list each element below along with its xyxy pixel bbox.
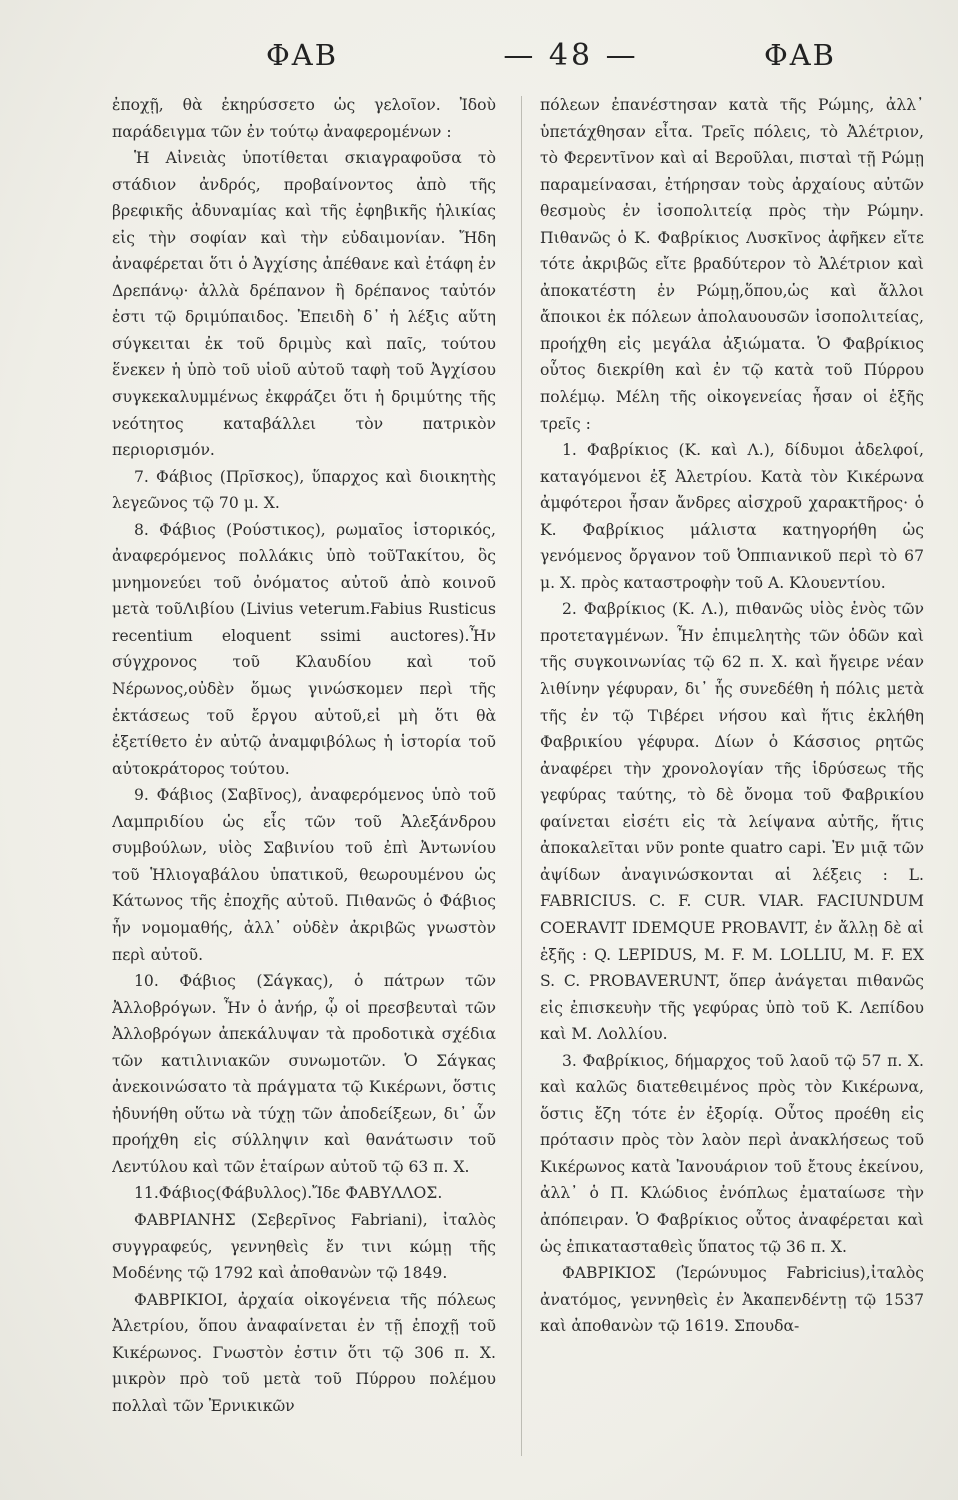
paragraph: ἐποχῇ, θὰ ἐκηρύσσετο ὡς γελοῖον. Ἰδοὺ παράδειγμα τῶν ἐν τούτῳ ἀναφερομένων : — [112, 96, 496, 141]
entry-fabios-7: 7. Φάβιος (Πρῖσκος), ὕπαρχος καὶ διοικητὴς λεγεῶνος τῷ 70 μ. Χ. — [112, 467, 496, 513]
entry-fabrikios-2: 2. Φαβρίκιος (Κ. Λ.), πιθανῶς υἱὸς ἑνὸς τῶν προτεταγμένων. Ἦν ἐπιμελητὴς τῶν ὁδῶν καὶ τῆς συγκοινωνίας τῷ 62 π. Χ. καὶ ἤγειρε νέαν λιθίνην γέφυραν, δι᾽ ἧς συνεδέθη ἡ πόλις μετὰ τῆς ἐν τῷ Τιβέρει νήσου καὶ ἥτις ἐκλήθη Φαβρικίου γέφυρα. Δίων ὁ Κάσσιος ρητῶς ἀναφέρει τὴν χρονολογίαν τῆς ἱδρύσεως τῆς γεφύρας ταύτης, τὸ δὲ ὄνομα τοῦ Φαβρικίου φαίνεται εἰσέτι εἰς τὰ λείψανα αὐτῆς, ἥτις ἀποκαλεῖται νῦν ponte quatro capi. Ἐν μιᾷ τῶν ἀψίδων ἀναγινώσκονται αἱ λέξεις : L. FABRICIUS. C. F. CUR. VIAR. FACIUNDUM COERAVIT IDEMQUE PROBAVIT, ἐν ἄλλῃ δὲ αἱ ἑξῆς : Q. LEPIDUS, M. F. M. LOLLIU, M. F. EX S. C. PROBAVERUNT, ὅπερ ἀνάγεται πιθανῶς εἰς ἐπισκευὴν τῆς γεφύρας ὑπὸ τοῦ Κ. Λεπίδου καὶ Μ. Λολλίου. — [540, 600, 924, 1044]
paragraph: πόλεων ἐπανέστησαν κατὰ τῆς Ρώμης, ἀλλ᾽ ὑπετάχθησαν εἶτα. Τρεῖς πόλεις, τὸ Ἀλέτριον, τὸ Φερεντῖνον καὶ αἱ Βεροῦλαι, πισταὶ τῇ Ρώμῃ παραμείνασαι, ἐτήρησαν τοὺς ἀρχαίους αὐτῶν θεσμοὺς ἐν ἰσοπολιτείᾳ πρὸς τὴν Ρώμην. Πιθανῶς ὁ Κ. Φαβρίκιος Λυσκῖνος ἀφῆκεν εἴτε τότε ἀκριβῶς εἴτε βραδύτερον τὸ Ἀλέτριον καὶ ἀποκατέστη ἐν Ρώμῃ,ὅπου,ὡς καὶ ἄλλοι ἄποικοι ἐκ πόλεων ἀπολαυουσῶν ἰσοπολιτείας, προήχθη εἰς μεγάλα ἀξιώματα. Ὁ Φαβρίκιος οὗτος διεκρίθη καὶ ἐν τῷ κατὰ τοῦ Πύρρου πολέμῳ. Μέλη τῆς οἰκογενείας ἦσαν οἱ ἑξῆς τρεῖς : — [540, 96, 924, 433]
entry-fabios-8: 8. Φάβιος (Ρούστικος), ρωμαῖος ἱστορικός, ἀναφερόμενος πολλάκις ὑπὸ τοῦΤακίτου, ὃς μνημονεύει τοῦ ὀνόματος αὐτοῦ ἀπὸ κοινοῦ μετὰ τοῦΛιβίου (Livius veterum.Fabius Rusticus recentium eloquent ssimi auctores).Ἦν σύγχρονος τοῦ Κλαυδίου καὶ τοῦ Νέρωνος,οὐδὲν ὅμως γινώσκομεν περὶ τῆς ἐκτάσεως τοῦ ἔργου αὐτοῦ,εἰ μὴ ὅτι θὰ ἐξετίθετο ἐν αὐτῷ ἀναμφιβόλως ἡ ἱστορία τοῦ αὐτοκράτορος τούτου. — [112, 520, 496, 778]
page-number: — 48 — — [503, 37, 639, 73]
entry-fabios-11: 11.Φάβιος(Φάβυλλος).Ἴδε ΦΑΒΥΛΛΟΣ. — [134, 1184, 443, 1203]
header-left-guide-word: ΦΑΒ — [266, 38, 339, 72]
entry-fabrianis: ΦΑΒΡΙΑΝΗΣ (Σεβερῖνος Fabriani), ἰταλὸς συγγραφεύς, γεννηθεὶς ἔν τινι κώμῃ τῆς Μοδένης τῷ 1792 καὶ ἀποθανὼν τῷ 1849. — [112, 1210, 496, 1283]
entry-fabrikios-1: 1. Φαβρίκιος (Κ. καὶ Λ.), δίδυμοι ἀδελφοί, καταγόμενοι ἐξ Ἀλετρίου. Κατὰ τὸν Κικέρωνα ἀμφότεροι ἦσαν ἄνδρες αἰσχροῦ χαρακτῆρος· ὁ Κ. Φαβρίκιος μάλιστα κατηγορήθη ὡς γενόμενος ὄργανον τοῦ Ὀππιανικοῦ περὶ τὸ 67 μ. Χ. πρὸς καταστροφὴν τοῦ Α. Κλουεντίου. — [540, 441, 924, 592]
text-columns — [112, 92, 924, 1492]
column-divider — [521, 96, 522, 1456]
entry-fabios-9: 9. Φάβιος (Σαβῖνος), ἀναφερόμενος ὑπὸ τοῦ Λαμπριδίου ὡς εἷς τῶν τοῦ Ἀλεξάνδρου συμβούλων, υἱὸς Σαβινίου τοῦ ἐπὶ Ἀντωνίου τοῦ Ἡλιογαβάλου ὑπατικοῦ, θεωρουμένου ὡς Κάτωνος τῆς ἐποχῆς αὐτοῦ. Πιθανῶς ὁ Φάβιος ἦν νομομαθής, ἀλλ᾽ οὐδὲν ἀκριβῶς γνωστὸν περὶ αὐτοῦ. — [112, 786, 496, 964]
entry-fabrikioi: ΦΑΒΡΙΚΙΟΙ, ἀρχαία οἰκογένεια τῆς πόλεως Ἀλετρίου, ὅπου ἀναφαίνεται ἐν τῇ ἐποχῇ τοῦ Κικέρωνος. Γνωστὸν ἐστιν ὅτι τῷ 306 π. Χ. μικρὸν πρὸ τοῦ μετὰ τοῦ Πύρρου πολέμου πολλαὶ τῶν Ἐρνικικῶν — [112, 1290, 496, 1415]
left-column — [112, 92, 496, 1482]
paragraph: Ἡ Αἰνειὰς ὑποτίθεται σκιαγραφοῦσα τὸ στάδιον ἀνδρός, προβαίνοντος ἀπὸ τῆς βρεφικῆς ἀδυναμίας καὶ τῆς ἐφηβικῆς ἡλικίας εἰς τὴν σοφίαν καὶ τὴν εὐδαιμονίαν. Ἤδη ἀναφέρεται ὅτι ὁ Ἀγχίσης ἀπέθανε καὶ ἐτάφη ἐν Δρεπάνῳ· ἀλλὰ δρέπανον ἢ δρέπανος ταὐτόν ἐστι τῷ δριμύπαιδος. Ἐπειδὴ δ᾽ ἡ λέξις αὕτη σύγκειται ἐκ τοῦ δριμὺς καὶ παῖς, τούτου ἕνεκεν ἡ ὑπὸ τοῦ υἱοῦ αὐτοῦ ταφὴ τοῦ Ἀγχίσου συγκεκαλυμμένως ἐκφράζει ὅτι ἡ δριμύτης τῆς νεότητος καταβάλλει τὸν πατρικὸν περιορισμόν. — [112, 149, 496, 460]
header-right-guide-word: ΦΑΒ — [763, 38, 836, 72]
entry-fabrikios-hieronymos: ΦΑΒΡΙΚΙΟΣ (Ἱερώνυμος Fabricius),ἰταλὸς ἀνατόμος, γεννηθεὶς ἐν Ἀκαπενδέντῃ τῷ 1537 καὶ ἀποθανὼν τῷ 1619. Σπουδα- — [540, 1264, 924, 1336]
right-column — [540, 92, 924, 1482]
entry-fabrikios-3: 3. Φαβρίκιος, δήμαρχος τοῦ λαοῦ τῷ 57 π. Χ. καὶ καλῶς διατεθειμένος πρὸς τὸν Κικέρωνα, ὅστις ἔζη τότε ἐν ἐξορίᾳ. Οὗτος προέθη εἰς πρότασιν πρὸς τὸν λαὸν περὶ ἀνακλήσεως τοῦ Κικέρωνος κατὰ Ἰανουάριον τοῦ ἔτους ἐκείνου, ἀλλ᾽ ὁ Π. Κλώδιος ἐνόπλως ἐματαίωσε τὴν ἀπόπειραν. Ὁ Φαβρίκιος οὗτος ἀναφέρεται καὶ ὡς ἐπικατασταθεὶς ὕπατος τῷ 36 π. Χ. — [540, 1051, 924, 1256]
entry-fabios-10: 10. Φάβιος (Σάγκας), ὁ πάτρων τῶν Ἀλλοβρόγων. Ἦν ὁ ἀνήρ, ᾧ οἱ πρεσβευταὶ τῶν Ἀλλοβρόγων ἀπεκάλυψαν τὰ προδοτικὰ σχέδια τῶν κατιλινιακῶν συνωμοτῶν. Ὁ Σάγκας ἀνεκοινώσατο τὰ πράγματα τῷ Κικέρωνι, ὅστις ἠδυνήθη οὕτω νὰ τύχῃ τῶν ἀποδείξεων, δι᾽ ὧν προήχθη εἰς σύλληψιν καὶ θανάτωσιν τοῦ Λεντύλου καὶ τῶν ἑταίρων αὐτοῦ τῷ 63 π. Χ. — [112, 972, 496, 1176]
running-header — [110, 30, 848, 80]
